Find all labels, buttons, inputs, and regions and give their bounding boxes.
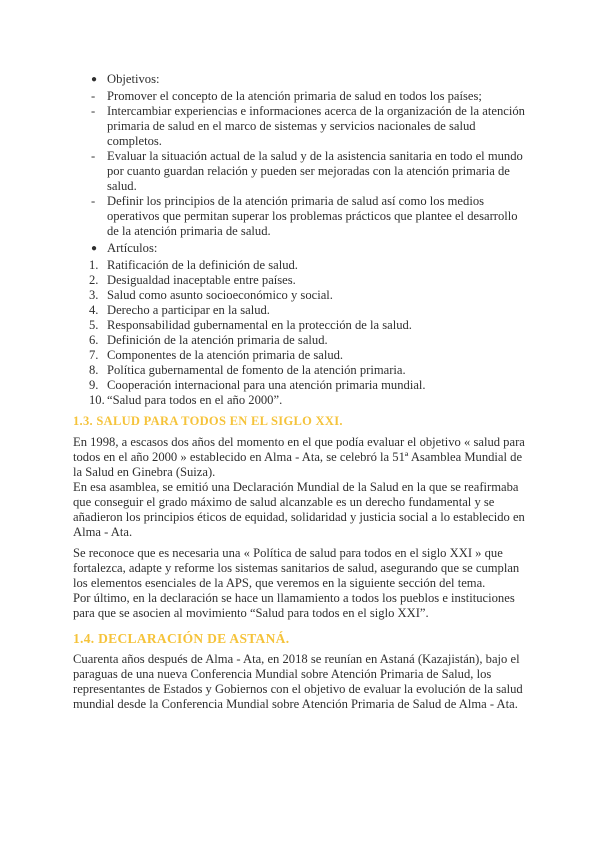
articulo-number: 10.	[89, 393, 105, 407]
articulo-number: 9.	[89, 378, 99, 392]
articulo-text: “Salud para todos en el año 2000”.	[107, 393, 283, 407]
articulo-item	[73, 303, 529, 318]
dash-icon: -	[91, 149, 96, 163]
objetivo-text: Definir los principios de la atención primaria de salud así como los medios operativos que permitan superar los problemas prácticos que plantee el desarrollo de la atención primaria de salud.	[107, 194, 518, 238]
objetivo-item	[73, 89, 529, 104]
articulo-number: 2.	[89, 273, 99, 287]
section-1-3-paragraph: Se reconoce que es necesaria una « Política de salud para todos en el siglo XXI » que fortalezca, adapte y reforme los sistemas sanitarios de salud, asegurando que se cumplan los elementos esenciales de la APS, que veremos en la siguiente sección del tema.	[73, 546, 520, 590]
articulo-text: Desigualdad inaceptable entre países.	[107, 273, 296, 287]
articulo-text: Definición de la atención primaria de salud.	[107, 333, 328, 347]
objetivo-item	[73, 194, 529, 239]
articulo-text: Cooperación internacional para una atención primaria mundial.	[107, 378, 426, 392]
articulo-text: Política gubernamental de fomento de la atención primaria.	[107, 363, 406, 377]
objetivo-item	[73, 104, 529, 149]
document-content	[73, 72, 529, 712]
objetivo-text: Intercambiar experiencias e informaciones acerca de la organización de la atención primaria de salud en el marco de sistemas y servicios nacionales de salud completos.	[107, 104, 525, 148]
section-1-3-paragraph: Por último, en la declaración se hace un llamamiento a todos los pueblos e instituciones para que se asocien al movimiento “Salud para todos en el siglo XXI”.	[73, 591, 515, 620]
section-1-4-paragraph: Cuarenta años después de Alma - Ata, en 2018 se reunían en Astaná (Kazajistán), bajo el paraguas de una nueva Conferencia Mundial sobre Atención Primaria de Salud, los representantes de Estados y Gobiernos con el objetivo de evaluar la evolución de la salud mundial desde la Conferencia Mundial sobre Atención Primaria de Salud de Alma - Ata.	[73, 652, 523, 711]
articulo-text: Componentes de la atención primaria de salud.	[107, 348, 344, 362]
objetivo-text: Evaluar la situación actual de la salud y de la asistencia sanitaria en todo el mundo por cuanto guardan relación y pueden ser mejoradas con la atención primaria de salud.	[107, 149, 523, 193]
articulo-item	[73, 378, 529, 393]
articulo-item	[73, 288, 529, 303]
articulo-number: 7.	[89, 348, 99, 362]
articulo-number: 4.	[89, 303, 99, 317]
articulo-number: 1.	[89, 258, 99, 272]
articulo-text: Ratificación de la definición de salud.	[107, 258, 298, 272]
section-1-3-paragraph: En esa asamblea, se emitió una Declaración Mundial de la Salud en la que se reafirmaba que conseguir el grado máximo de salud alcanzable es un derecho fundamental y se añadieron los principios éticos de equidad, solidaridad y justicia social a lo establecido en Alma - Ata.	[73, 480, 525, 539]
dash-icon: -	[91, 104, 96, 118]
bullet-icon: ●	[91, 243, 98, 254]
section-1-3-paragraph: En 1998, a escasos dos años del momento en el que podía evaluar el objetivo « salud para todos en el año 2000 » establecido en Alma - Ata, se celebró la 51ª Asamblea Mundial de la Salud en Ginebra (Suiza).	[73, 435, 525, 479]
articulo-text: Derecho a participar en la salud.	[107, 303, 270, 317]
articulo-number: 5.	[89, 318, 99, 332]
articulo-text: Responsabilidad gubernamental en la protección de la salud.	[107, 318, 412, 332]
objetivos-heading-item	[73, 72, 529, 87]
bullet-icon: ●	[91, 74, 98, 85]
articulo-item	[73, 363, 529, 378]
articulo-number: 6.	[89, 333, 99, 347]
articulos-heading: Artículos:	[107, 241, 158, 255]
articulo-item	[73, 258, 529, 273]
articulo-number: 8.	[89, 363, 99, 377]
dash-icon: -	[91, 194, 96, 208]
objetivo-text: Promover el concepto de la atención primaria de salud en todos los países;	[107, 89, 482, 103]
articulo-item	[73, 333, 529, 348]
objetivo-item	[73, 149, 529, 194]
articulo-item	[73, 393, 529, 408]
articulo-item	[73, 348, 529, 363]
section-heading-1-4: 1.4. DECLARACIÓN DE ASTANÁ.	[73, 631, 290, 646]
objetivos-heading: Objetivos:	[107, 72, 160, 86]
articulo-number: 3.	[89, 288, 99, 302]
articulos-heading-item	[73, 241, 529, 256]
dash-icon: -	[91, 89, 96, 103]
section-heading-1-3: 1.3. SALUD PARA TODOS EN EL SIGLO XXI.	[73, 414, 343, 428]
articulo-item	[73, 318, 529, 333]
articulo-text: Salud como asunto socioeconómico y social.	[107, 288, 333, 302]
articulo-item	[73, 273, 529, 288]
